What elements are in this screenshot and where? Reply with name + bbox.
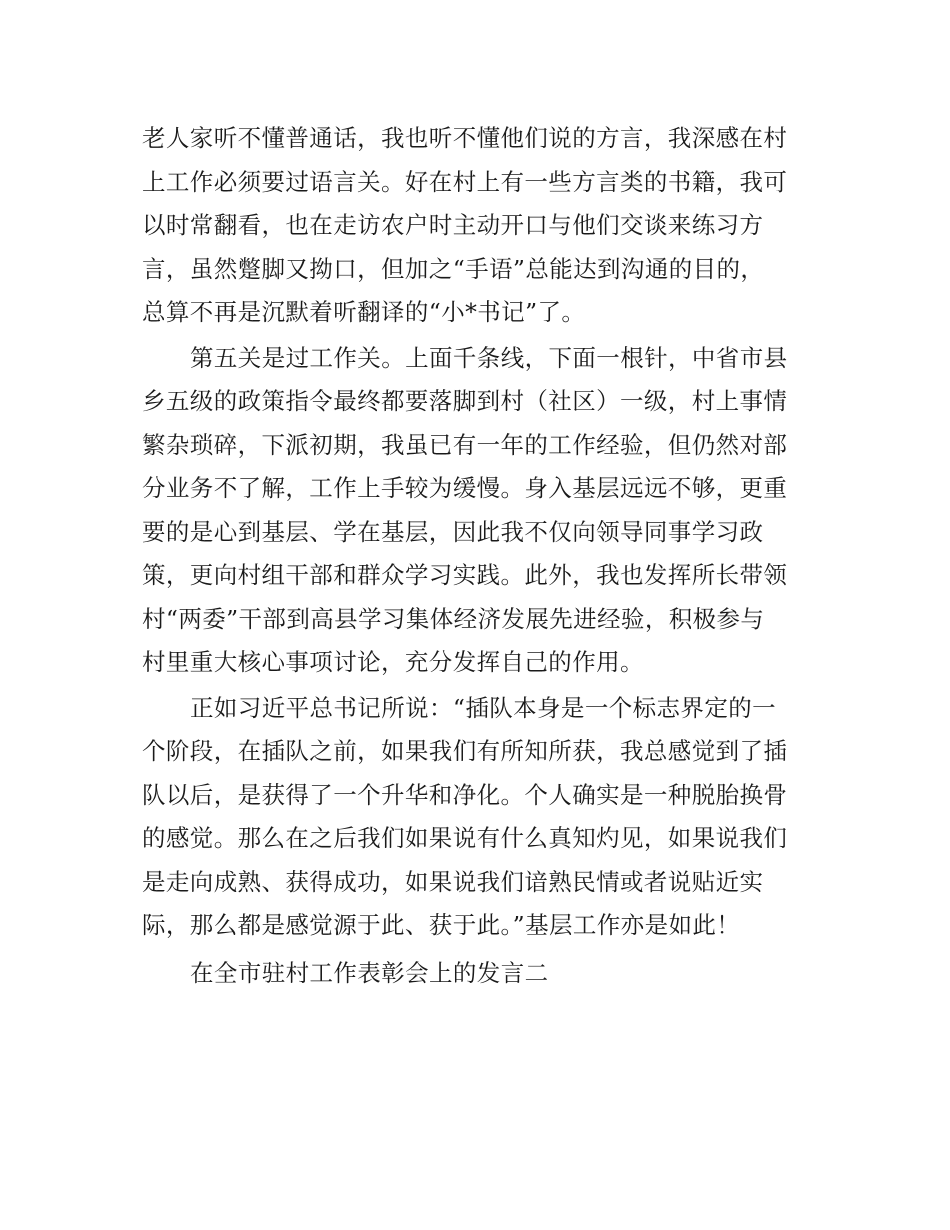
text-line: 要的是心到基层、学在基层，因此我不仅向领导同事学习政: [142, 517, 764, 546]
text-line: 的感觉。那么在之后我们如果说有什么真知灼见，如果说我们: [142, 824, 788, 852]
text-line: 分业务不了解，工作上手较为缓慢。身入基层远远不够，更重: [142, 474, 788, 502]
text-line: 村里重大核心事项讨论，充分发挥自己的作用。: [142, 648, 644, 676]
text-line: 策，更向村组干部和群众学习实践。此外，我也发挥所长带领: [142, 561, 788, 589]
paragraph-language-barrier: [142, 117, 812, 335]
text-line: 第五关是过工作关。上面千条线，下面一根针，中省市县: [190, 343, 788, 372]
text-line: 个阶段，在插队之前，如果我们有所知所获，我总感觉到了插: [142, 737, 788, 765]
paragraph-work-barrier: [142, 337, 812, 685]
text-line: 老人家听不懂普通话，我也听不懂他们说的方言，我深感在村: [142, 124, 788, 152]
text-line: 上工作必须要过语言关。好在村上有一些方言类的书籍，我可: [142, 167, 788, 196]
text-line: 总算不再是沉默着听翻译的“小*书记”了。: [142, 298, 586, 326]
text-line: 是走向成熟、获得成功，如果说我们谙熟民情或者说贴近实: [142, 867, 764, 896]
document-body: [142, 117, 812, 995]
section-heading: [142, 952, 812, 996]
text-line: 队以后，是获得了一个升华和净化。个人确实是一种脱胎换骨: [142, 780, 788, 809]
text-line: 乡五级的政策指令最终都要落脚到村（社区）一级，村上事情: [142, 387, 788, 415]
text-line: 际，那么都是感觉源于此、获于此。”基层工作亦是如此！: [142, 911, 741, 939]
paragraph-quote: [142, 687, 812, 948]
text-line: 繁杂琐碎，下派初期，我虽已有一年的工作经验，但仍然对部: [142, 430, 788, 459]
text-line: 正如习近平总书记所说：“插队本身是一个标志界定的一: [190, 693, 777, 722]
text-line: 以时常翻看，也在走访农户时主动开口与他们交谈来练习方: [142, 211, 764, 239]
text-line: 言，虽然蹩脚又拗口，但加之“手语”总能达到沟通的目的，: [142, 254, 765, 283]
heading-text: 在全市驻村工作表彰会上的发言二: [190, 958, 549, 987]
text-line: 村“两委”干部到高县学习集体经济发展先进经验，积极参与: [142, 604, 765, 633]
